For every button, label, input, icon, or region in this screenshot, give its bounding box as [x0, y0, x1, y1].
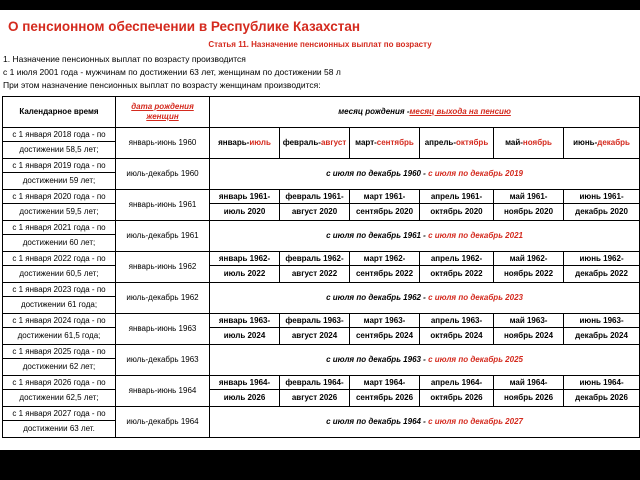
month-cell-bottom: декабрь 2026 — [564, 390, 640, 407]
table-row — [3, 221, 640, 235]
month-cell-bottom: июль 2020 — [210, 204, 280, 221]
month-cell-bottom: сентябрь 2022 — [350, 266, 420, 283]
period-span-cell — [210, 221, 640, 252]
page-title: О пенсионном обеспечении в Республике Казахстан — [8, 19, 361, 34]
month-label: июнь- — [573, 138, 598, 147]
month-cell-top: январь 1961- — [210, 190, 280, 204]
month-cell-top: апрель 1962- — [420, 252, 494, 266]
birth-period-cell: июль-декабрь 1964 — [116, 407, 210, 438]
span-birth-label: с июля по декабрь 1964 - — [326, 417, 429, 426]
span-retirement-label: с июля по декабрь 2023 — [428, 293, 523, 302]
calendar-cell-bottom: достижении 61 года; — [3, 297, 116, 314]
month-cell-top: июнь 1962- — [564, 252, 640, 266]
month-retirement-label: июль — [249, 138, 271, 147]
calendar-cell-top: с 1 января 2023 года - по — [3, 283, 116, 297]
calendar-cell-top: с 1 января 2026 года - по — [3, 376, 116, 390]
month-cell-top: май 1962- — [494, 252, 564, 266]
month-cell-top: апрель 1964- — [420, 376, 494, 390]
month-cell-top: март 1963- — [350, 314, 420, 328]
text-line-2: с 1 июля 2001 года - мужчинам по достижении 63 лет, женщинам по достижении 58 л — [3, 67, 341, 77]
document-page — [0, 10, 640, 450]
month-retirement-label: сентябрь — [376, 138, 414, 147]
pension-table — [2, 96, 640, 438]
month-retirement-label: ноябрь — [522, 138, 552, 147]
calendar-cell-top: с 1 января 2025 года - по — [3, 345, 116, 359]
table-row — [3, 266, 640, 283]
month-cell-bottom: ноябрь 2024 — [494, 328, 564, 345]
birth-period-cell: июль-декабрь 1963 — [116, 345, 210, 376]
span-birth-label: с июля по декабрь 1961 - — [326, 231, 429, 240]
calendar-cell-bottom: достижении 59 лет; — [3, 173, 116, 190]
calendar-cell-bottom: достижении 63 лет. — [3, 421, 116, 438]
month-label: май- — [505, 138, 523, 147]
month-cell-top: июнь 1961- — [564, 190, 640, 204]
month-cell-top: апрель 1963- — [420, 314, 494, 328]
month-cell-top: январь 1962- — [210, 252, 280, 266]
month-cell-top: май 1964- — [494, 376, 564, 390]
table-row — [3, 159, 640, 173]
month-cell-bottom: август 2022 — [280, 266, 350, 283]
month-cell-top: февраль 1961- — [280, 190, 350, 204]
span-retirement-label: с июля по декабрь 2021 — [428, 231, 523, 240]
month-cell-bottom: август 2020 — [280, 204, 350, 221]
table-row — [3, 407, 640, 421]
month-cell-bottom: ноябрь 2022 — [494, 266, 564, 283]
span-birth-label: с июля по декабрь 1960 - — [326, 169, 429, 178]
month-cell-top — [420, 128, 494, 159]
birth-period-cell: июль-декабрь 1961 — [116, 221, 210, 252]
table-row — [3, 283, 640, 297]
month-cell-bottom: август 2024 — [280, 328, 350, 345]
birth-period-cell: июль-декабрь 1960 — [116, 159, 210, 190]
month-cell-top: май 1963- — [494, 314, 564, 328]
span-retirement-label: с июля по декабрь 2027 — [428, 417, 523, 426]
calendar-cell-top: с 1 января 2020 года - по — [3, 190, 116, 204]
period-span-cell — [210, 283, 640, 314]
month-cell-top: март 1961- — [350, 190, 420, 204]
month-label: март- — [355, 138, 377, 147]
calendar-cell-bottom: достижении 62 лет; — [3, 359, 116, 376]
month-cell-top: февраль 1962- — [280, 252, 350, 266]
calendar-cell-top: с 1 января 2018 года - по — [3, 128, 116, 142]
month-cell-top: апрель 1961- — [420, 190, 494, 204]
header-months: месяц рождения -месяц выхода на пенсию — [210, 97, 640, 128]
period-span-cell — [210, 159, 640, 190]
table-row — [3, 345, 640, 359]
month-cell-top — [350, 128, 420, 159]
birth-period-cell: январь-июнь 1963 — [116, 314, 210, 345]
table-row — [3, 190, 640, 204]
month-cell-bottom: ноябрь 2020 — [494, 204, 564, 221]
month-cell-bottom: ноябрь 2026 — [494, 390, 564, 407]
header-birth-date: дата рождения женщин — [116, 97, 210, 128]
table-row — [3, 390, 640, 407]
table-row — [3, 204, 640, 221]
month-cell-top — [494, 128, 564, 159]
table-row — [3, 328, 640, 345]
month-label: февраль- — [282, 138, 321, 147]
calendar-cell-bottom: достижении 59,5 лет; — [3, 204, 116, 221]
month-label: апрель- — [424, 138, 457, 147]
birth-period-cell: июль-декабрь 1962 — [116, 283, 210, 314]
month-retirement-label: декабрь — [597, 138, 630, 147]
month-cell-top: февраль 1963- — [280, 314, 350, 328]
month-cell-bottom: октябрь 2020 — [420, 204, 494, 221]
calendar-cell-bottom: достижении 61,5 года; — [3, 328, 116, 345]
month-retirement-label: август — [320, 138, 347, 147]
calendar-cell-bottom: достижении 62,5 лет; — [3, 390, 116, 407]
month-label: январь- — [218, 138, 250, 147]
month-cell-top — [280, 128, 350, 159]
month-cell-bottom: декабрь 2024 — [564, 328, 640, 345]
month-cell-top — [210, 128, 280, 159]
month-cell-bottom: сентябрь 2024 — [350, 328, 420, 345]
text-line-3: При этом назначение пенсионных выплат по возрасту женщинам производится: — [3, 80, 321, 90]
period-span-cell — [210, 345, 640, 376]
table-row — [3, 128, 640, 142]
article-subtitle: Статья 11. Назначение пенсионных выплат по возрасту — [208, 40, 432, 49]
month-cell-top: июнь 1963- — [564, 314, 640, 328]
month-cell-bottom: сентябрь 2020 — [350, 204, 420, 221]
calendar-cell-top: с 1 января 2024 года - по — [3, 314, 116, 328]
calendar-cell-bottom: достижении 60 лет; — [3, 235, 116, 252]
month-cell-top: март 1964- — [350, 376, 420, 390]
calendar-cell-top: с 1 января 2019 года - по — [3, 159, 116, 173]
month-cell-top: январь 1964- — [210, 376, 280, 390]
birth-period-cell: январь-июнь 1962 — [116, 252, 210, 283]
month-cell-top: январь 1963- — [210, 314, 280, 328]
month-retirement-label: октябрь — [456, 138, 489, 147]
span-retirement-label: с июля по декабрь 2025 — [428, 355, 523, 364]
calendar-cell-bottom: достижении 60,5 лет; — [3, 266, 116, 283]
month-cell-bottom: июль 2026 — [210, 390, 280, 407]
calendar-cell-bottom: достижении 58,5 лет; — [3, 142, 116, 159]
header-calendar: Календарное время — [3, 97, 116, 128]
calendar-cell-top: с 1 января 2022 года - по — [3, 252, 116, 266]
month-cell-top: июнь 1964- — [564, 376, 640, 390]
calendar-cell-top: с 1 января 2027 года - по — [3, 407, 116, 421]
birth-period-cell: январь-июнь 1961 — [116, 190, 210, 221]
month-cell-top: март 1962- — [350, 252, 420, 266]
month-cell-bottom: август 2026 — [280, 390, 350, 407]
span-retirement-label: с июля по декабрь 2019 — [428, 169, 523, 178]
table-row — [3, 252, 640, 266]
birth-period-cell: январь-июнь 1964 — [116, 376, 210, 407]
table-header-row — [3, 97, 640, 128]
month-cell-top: май 1961- — [494, 190, 564, 204]
period-span-cell — [210, 407, 640, 438]
calendar-cell-top: с 1 января 2021 года - по — [3, 221, 116, 235]
span-birth-label: с июля по декабрь 1963 - — [326, 355, 429, 364]
month-cell-bottom: октябрь 2026 — [420, 390, 494, 407]
month-cell-bottom: октябрь 2024 — [420, 328, 494, 345]
month-cell-bottom: июль 2024 — [210, 328, 280, 345]
month-cell-bottom: октябрь 2022 — [420, 266, 494, 283]
text-line-1: 1. Назначение пенсионных выплат по возрасту производится — [3, 54, 246, 64]
table-row — [3, 376, 640, 390]
month-cell-bottom: сентябрь 2026 — [350, 390, 420, 407]
table-row — [3, 314, 640, 328]
span-birth-label: с июля по декабрь 1962 - — [326, 293, 429, 302]
month-cell-bottom: декабрь 2022 — [564, 266, 640, 283]
month-cell-top: февраль 1964- — [280, 376, 350, 390]
month-cell-top — [564, 128, 640, 159]
month-cell-bottom: декабрь 2020 — [564, 204, 640, 221]
birth-period-cell: январь-июнь 1960 — [116, 128, 210, 159]
month-cell-bottom: июль 2022 — [210, 266, 280, 283]
